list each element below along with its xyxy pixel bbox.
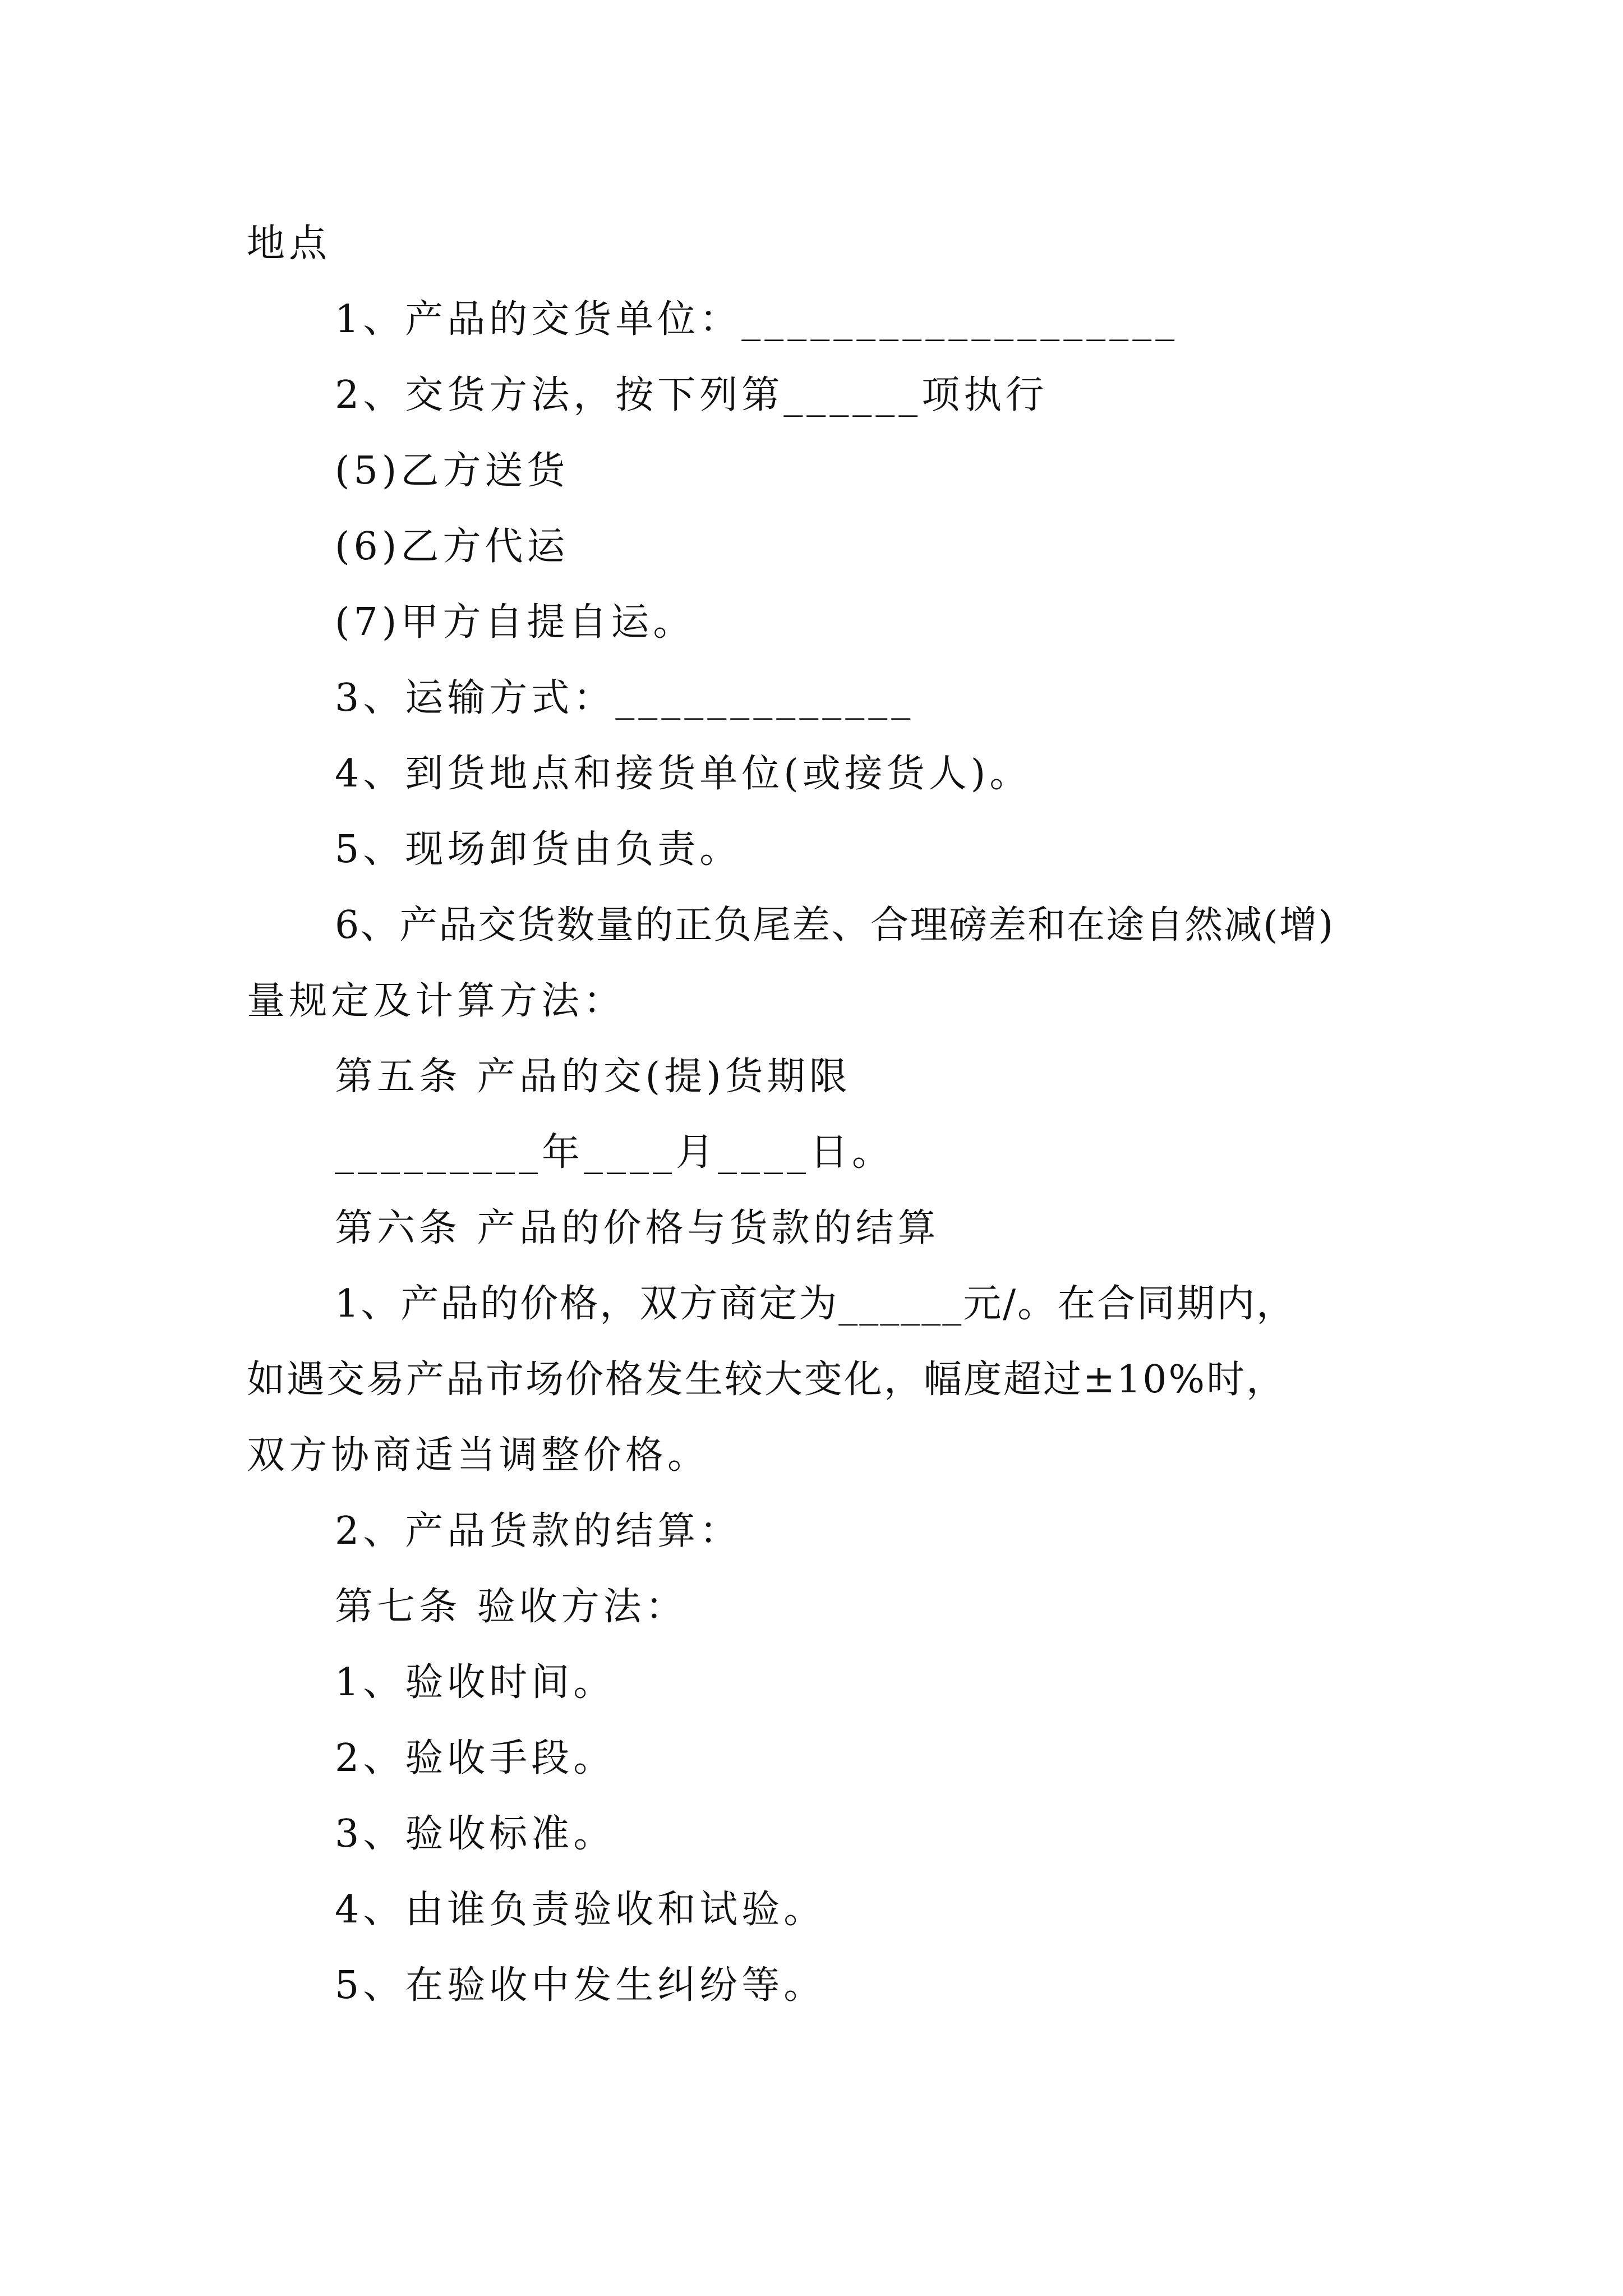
text-line-location: 地点 <box>247 222 331 266</box>
text-line-delivery-unit: 1、产品的交货单位：___________________ <box>335 297 1179 342</box>
text-line-inspection-means: 2、验收手段。 <box>335 1736 616 1780</box>
text-line-delivery-method: 2、交货方法，按下列第______项执行 <box>335 373 1048 417</box>
text-line-arrival: 4、到货地点和接货单位(或接货人)。 <box>335 752 1032 796</box>
text-line-inspection-disputes: 5、在验收中发生纠纷等。 <box>335 1963 826 2008</box>
text-line-option-6: (6)乙方代运 <box>335 524 569 569</box>
text-line-price-change: 如遇交易产品市场价格发生较大变化，幅度超过±10%时， <box>247 1358 1287 1402</box>
text-line-quantity-tolerance: 6、产品交货数量的正负尾差、合理磅差和在途自然减(增) <box>335 903 1335 947</box>
text-line-inspection-standard: 3、验收标准。 <box>335 1812 616 1856</box>
text-line-price-adjust: 双方协商适当调整价格。 <box>247 1433 710 1478</box>
section-heading-article-5: 第五条 产品的交(提)货期限 <box>335 1055 851 1099</box>
text-line-unloading: 5、现场卸货由负责。 <box>335 827 742 872</box>
text-line-quantity-rules: 量规定及计算方法： <box>247 979 626 1023</box>
text-line-option-7: (7)甲方自提自运。 <box>335 600 695 645</box>
text-line-inspection-time: 1、验收时间。 <box>335 1660 616 1705</box>
text-line-option-5: (5)乙方送货 <box>335 449 569 493</box>
text-line-inspection-responsible: 4、由谁负责验收和试验。 <box>335 1888 826 1932</box>
text-line-price: 1、产品的价格，双方商定为______元/。在合同期内， <box>335 1282 1297 1326</box>
text-line-transport: 3、运输方式：_____________ <box>335 676 915 720</box>
text-line-settlement: 2、产品货款的结算： <box>335 1509 742 1553</box>
text-line-date-blank: _________年____月____日。 <box>335 1130 895 1175</box>
section-heading-article-7: 第七条 验收方法： <box>335 1585 688 1629</box>
section-heading-article-6: 第六条 产品的价格与货款的结算 <box>335 1206 940 1250</box>
